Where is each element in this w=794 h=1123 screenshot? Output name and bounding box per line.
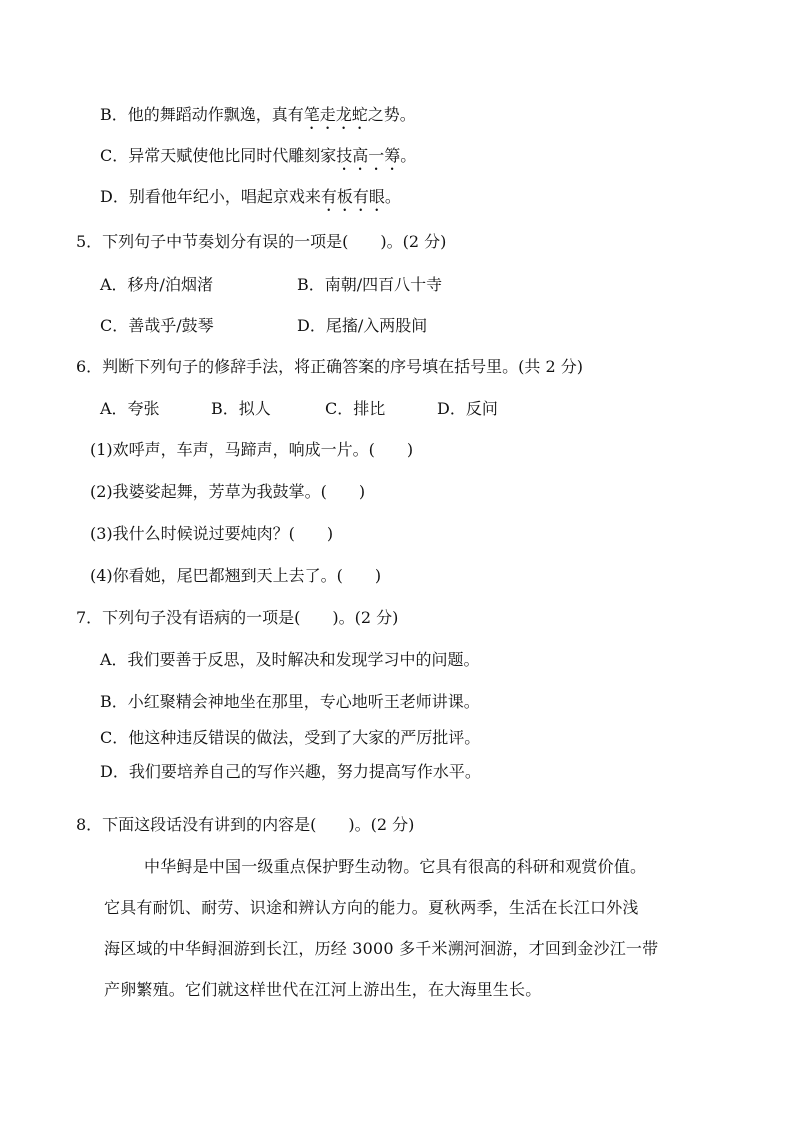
q8-stem: 8．下面这段话没有讲到的内容是( )。(2 分) (76, 815, 415, 834)
q4-option-c (100, 146, 416, 174)
option-text-end: 之势。 (367, 105, 416, 124)
q5-option-c: C．善哉乎/鼓琴 (100, 316, 214, 335)
q4-option-b (100, 105, 416, 133)
q6-sentence-3: (3)我什么时候说过要炖肉？( ) (90, 524, 334, 543)
passage-line-3: 海区域的中华鲟洄游到长江，历经 3000 多千米溯河洄游，才回到金沙江一带 (104, 939, 659, 958)
option-text-end: 。 (384, 187, 401, 206)
option-label: B． (100, 105, 128, 124)
passage-line-4: 产卵繁殖。它们就这样世代在江河上游出生，在大海里生长。 (104, 980, 542, 999)
option-text: 异常天赋使他比同时代雕刻家 (128, 146, 337, 165)
q6-sentence-2: (2)我婆娑起舞，芳草为我鼓掌。( ) (90, 482, 366, 501)
q7-stem: 7．下列句子没有语病的一项是( )。(2 分) (76, 608, 399, 627)
q7-option-d: D．我们要培养自己的写作兴趣，努力提高写作水平。 (100, 762, 481, 781)
q6-option-c: C．排比 (325, 399, 386, 418)
option-label: D． (100, 187, 129, 206)
emphasized-idiom: 技高一筹 (336, 146, 401, 165)
q5-stem: 5．下列句子中节奏划分有误的一项是( )。(2 分) (76, 232, 447, 251)
q6-stem: 6．判断下列句子的修辞手法，将正确答案的序号填在括号里。(共 2 分) (76, 357, 584, 376)
q6-sentence-1: (1)欢呼声，车声，马蹄声，响成一片。( ) (90, 440, 414, 459)
option-text: 别看他年纪小，唱起京戏来 (128, 187, 321, 206)
option-text: 他的舞蹈动作飘逸，真有 (127, 105, 304, 124)
q5-option-b: B．南朝/四百八十寺 (297, 275, 443, 294)
option-text-end: 。 (400, 146, 417, 165)
passage-line-2: 它具有耐饥、耐劳、识途和辨认方向的能力。夏秋两季，生活在长江口外浅 (104, 898, 639, 917)
q7-option-b: B．小红聚精会神地坐在那里，专心地听王老师讲课。 (100, 692, 480, 711)
q5-option-a: A．移舟/泊烟渚 (100, 275, 213, 294)
q6-option-a: A．夸张 (100, 399, 160, 418)
q6-option-b: B．拟人 (211, 399, 271, 418)
q5-option-d: D．尾搐/入两股间 (297, 316, 428, 335)
emphasized-idiom: 有板有眼 (320, 187, 385, 206)
q6-option-d: D．反问 (437, 399, 498, 418)
q4-option-d (100, 187, 401, 215)
q6-sentence-4: (4)你看她，尾巴都翘到天上去了。( ) (90, 566, 382, 585)
passage-line-1: 中华鲟是中国一级重点保护野生动物。它具有很高的科研和观赏价值。 (144, 857, 647, 876)
q7-option-a: A．我们要善于反思，及时解决和发现学习中的问题。 (100, 650, 480, 669)
option-label: C． (100, 146, 129, 165)
emphasized-idiom: 笔走龙蛇 (303, 105, 368, 124)
q7-option-c: C．他这种违反错误的做法，受到了大家的严厉批评。 (100, 728, 481, 747)
